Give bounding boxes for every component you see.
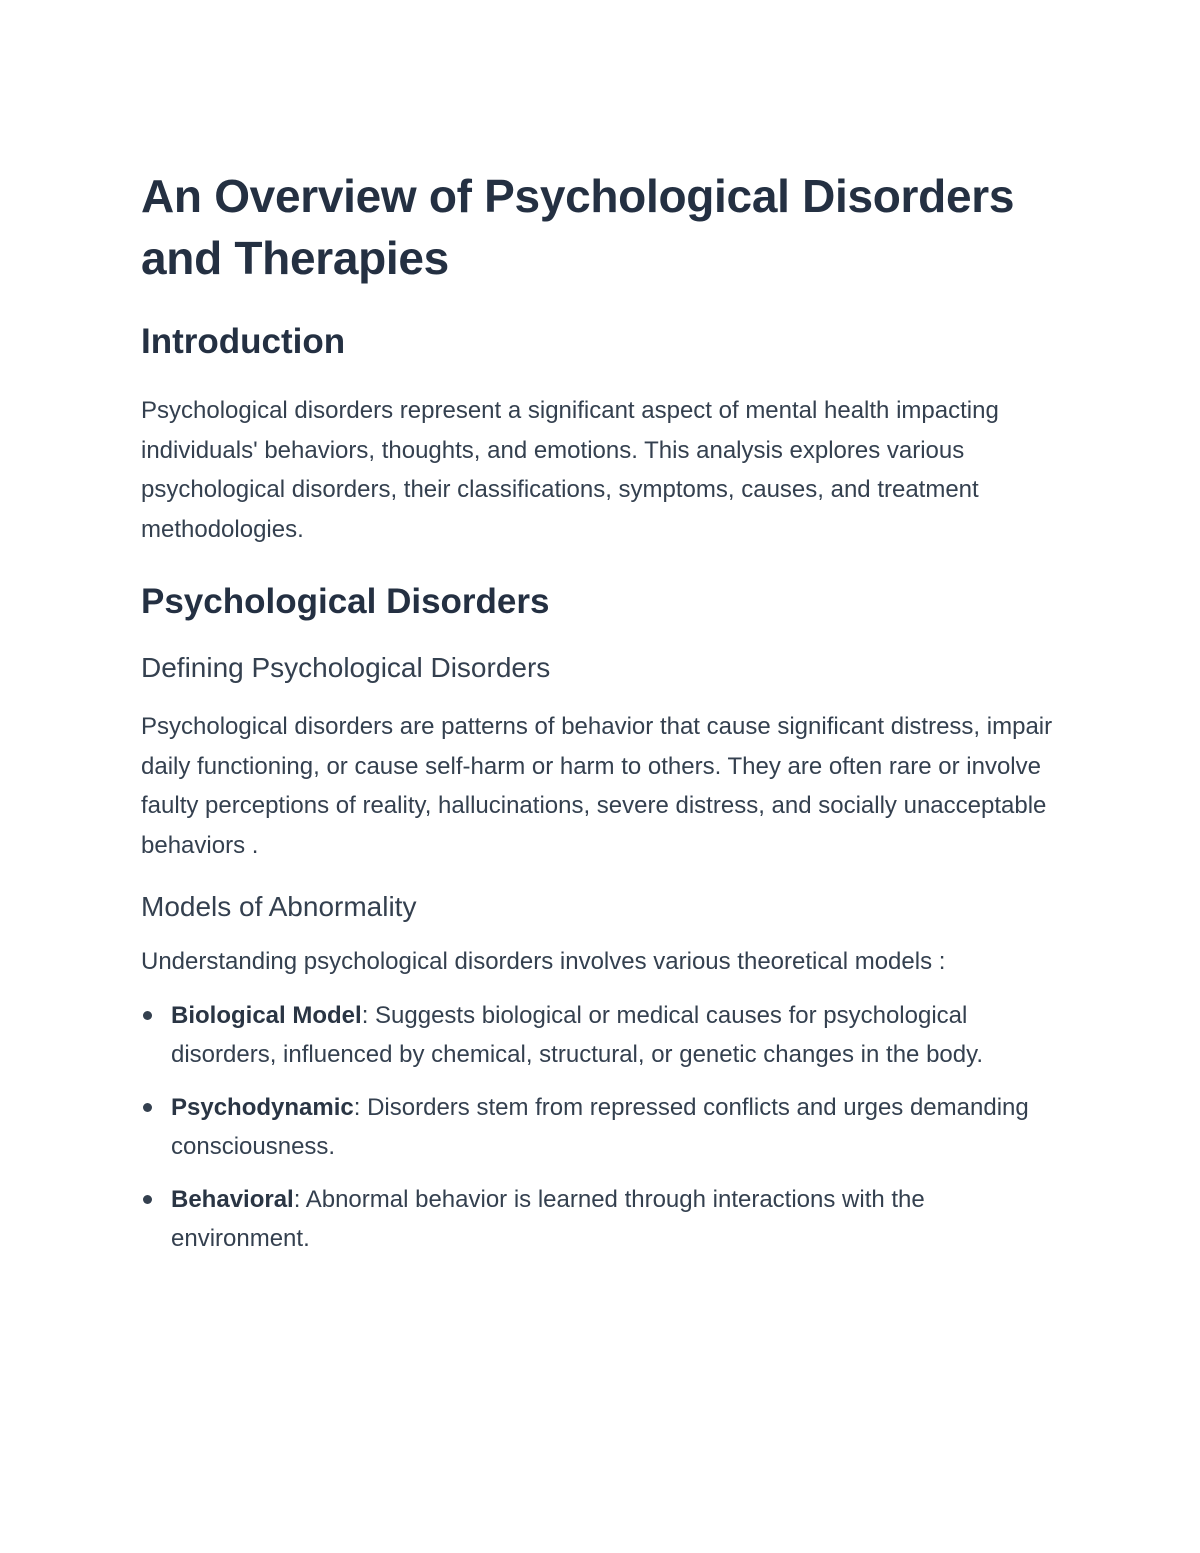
- psychological-disorders-heading: Psychological Disorders: [141, 582, 550, 621]
- list-item: [141, 1088, 1061, 1167]
- models-list: [141, 996, 1061, 1259]
- document-title: An Overview of Psychological Disorders and Therapies: [141, 170, 1015, 284]
- introduction-paragraph: Psychological disorders represent a significant aspect of mental health impacting individuals' behaviors, thoughts, and emotions. This analysis explores various psychological disorders, their classifications, symptoms, causes, and treatment methodologies.: [141, 397, 999, 543]
- list-item-term: Biological Model: [171, 1001, 362, 1029]
- list-item: [141, 996, 1061, 1075]
- bullet-icon: [143, 1195, 152, 1204]
- list-item-text: : Suggests biological or medical causes for psychological disorders, influenced by chemical, structural, or genetic changes in the body.: [171, 1001, 983, 1068]
- bullet-icon: [143, 1011, 152, 1020]
- list-item-text: : Abnormal behavior is learned through interactions with the environment.: [171, 1185, 925, 1252]
- defining-disorders-paragraph: Psychological disorders are patterns of behavior that cause significant distress, impair daily functioning, or cause self-harm or harm to others. They are often rare or involve faulty perceptions of reality, hallucinations, severe distress, and socially unacceptable behaviors .: [141, 713, 1053, 859]
- list-item: [141, 1180, 1061, 1259]
- models-of-abnormality-heading: Models of Abnormality: [141, 891, 417, 922]
- models-of-abnormality-paragraph: Understanding psychological disorders involves various theoretical models :: [141, 948, 946, 975]
- list-item-text: : Disorders stem from repressed conflicts and urges demanding consciousness.: [171, 1093, 1029, 1160]
- bullet-icon: [143, 1103, 152, 1112]
- defining-disorders-heading: Defining Psychological Disorders: [141, 652, 551, 683]
- list-item-term: Behavioral: [171, 1185, 294, 1213]
- list-item-term: Psychodynamic: [171, 1093, 354, 1121]
- introduction-heading: Introduction: [141, 322, 346, 361]
- document-page: [141, 165, 1061, 1272]
